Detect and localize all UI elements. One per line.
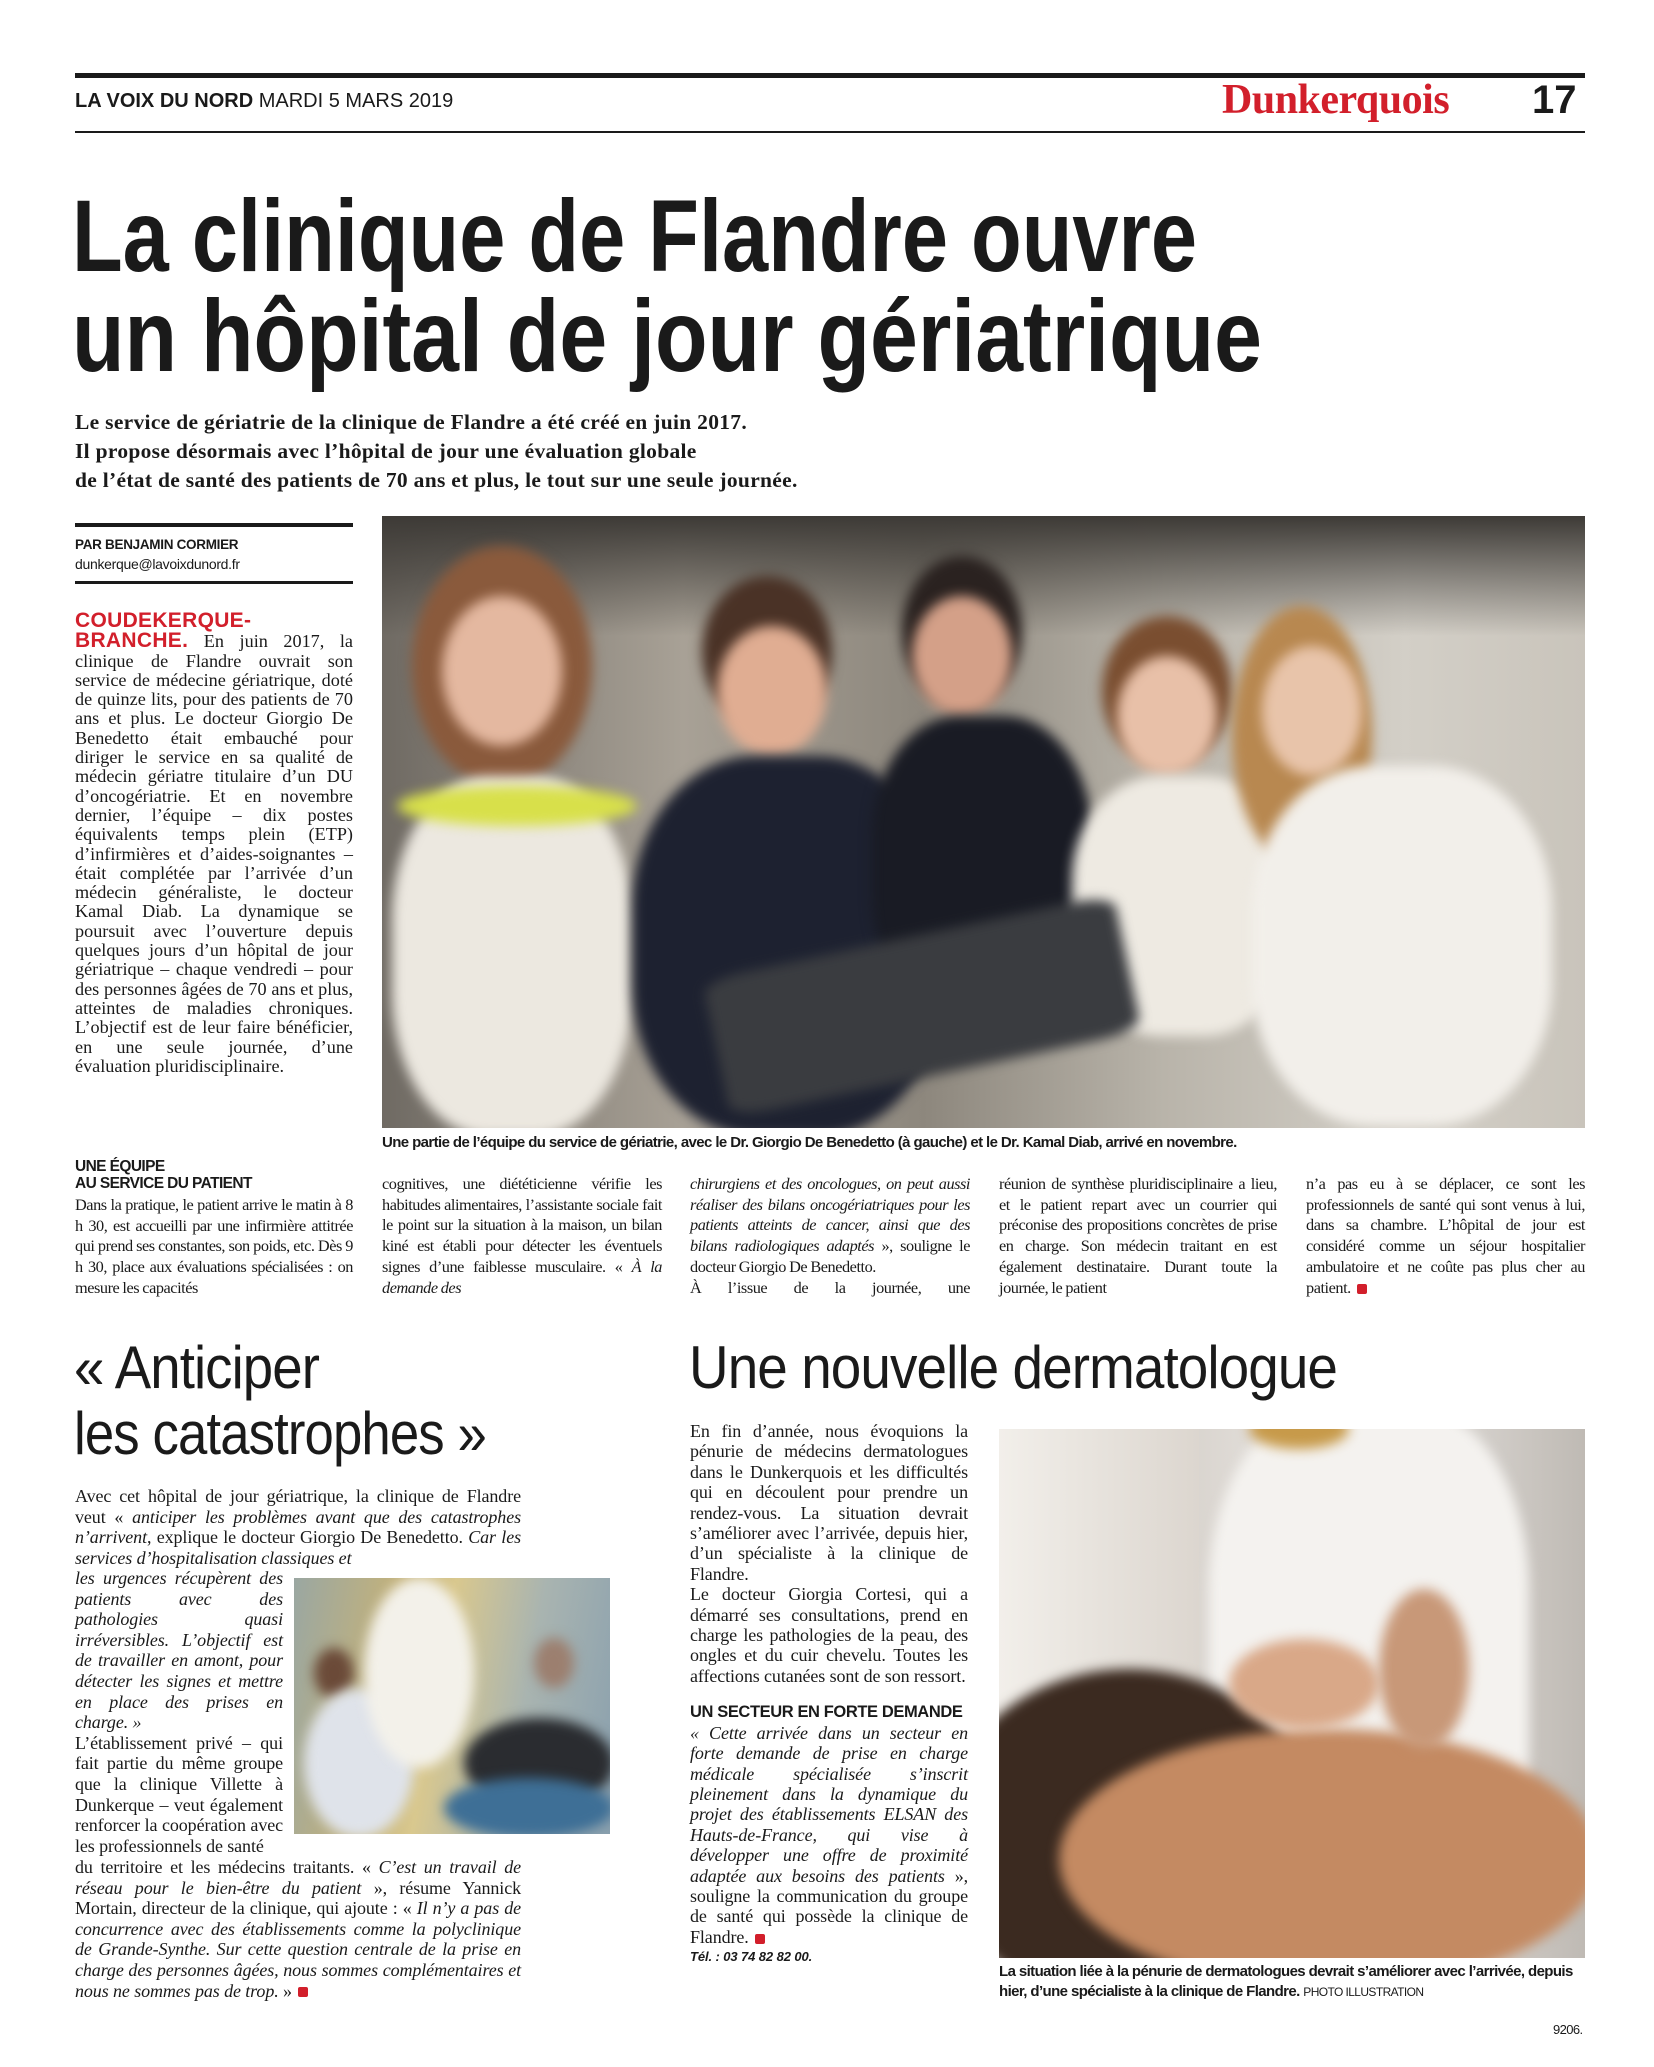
text-run: cognitives, une diététicienne vérifie les habitudes alimentaires, l’assistante sociale fait le point sur la situation à la maison, un bilan kiné est établi pour détecter les éventuels signes d’une faiblesse musculaire. « (382, 1174, 662, 1276)
text-run: », résume Yannick Mortain, directeur de la clinique, qui ajoute : « (75, 1877, 521, 1919)
page-code: 9206. (1553, 2022, 1583, 2037)
standfirst-line: Il propose désormais avec l’hôpital de jour une évaluation globale (75, 439, 697, 463)
end-mark-icon (298, 1987, 308, 1997)
sidebar-headline-line: « Anticiper (74, 1334, 319, 1401)
text-run: , explique le docteur Giorgio De Benedetto. (147, 1527, 463, 1548)
sidebar-headline-line: les catastrophes » (74, 1400, 486, 1467)
team-photo (382, 516, 1585, 1128)
subhead (75, 1158, 252, 1192)
subhead-line: UNE ÉQUIPE (75, 1158, 165, 1175)
sidebar-headline (74, 1335, 543, 1467)
body-column-5 (1306, 1174, 1585, 1298)
intro-text (75, 611, 353, 1076)
body-column-1: Dans la pratique, le patient arrive le matin à 8 h 30, est accueilli par une infirmière attitrée qui prend ses constantes, son poids, etc. Dès 9 h 30, place aux évaluations spécialisées : on mesure les capacités (75, 1195, 353, 1297)
paragraph: Le docteur Giorgia Cortesi, qui a démarré ses consultations, prend en charge les pathologies de la peau, des ongles et du cuir chevelu. Toutes les affections cutanées sont de son ressort. (690, 1584, 968, 1686)
byline: PAR BENJAMIN CORMIER (75, 537, 239, 552)
text-run: du territoire et les médecins traitants. « (75, 1857, 371, 1877)
dermatology-subhead: UN SECTEUR EN FORTE DEMANDE (690, 1703, 963, 1722)
author-email[interactable]: dunkerque@lavoixdunord.fr (75, 556, 240, 572)
dermatology-headline (689, 1335, 1398, 1401)
quote-run: anticiper les problèmes avant que des catastrophes n’arrivent (75, 1506, 522, 1548)
body-column-2 (382, 1174, 662, 1298)
dermatology-text (690, 1421, 968, 1968)
sidebar-left-closing (75, 1857, 521, 2001)
body-column-3 (690, 1174, 970, 1298)
subhead-line: AU SERVICE DU PATIENT (75, 1175, 252, 1192)
quote-run: « Cette arrivée dans un secteur en forte demande de prise en charge médicale spécialisée s’inscrit pleinement dans la dynamique du projet des établissements ELSAN des Hauts-de-France, qui vise à développer une offre de proximité adaptée aux besoins des patients (690, 1722, 968, 1886)
caption-text: La situation liée à la pénurie de dermatologues devrait s’améliorer avec l’arrivée, depuis hier, d’une spécialiste à la clinique de Flandre. (999, 1963, 1573, 2000)
issue-date: MARDI 5 MARS 2019 (258, 90, 454, 112)
headline-line-1: La clinique de Flandre ouvre (72, 179, 1197, 293)
masthead (75, 90, 453, 113)
text-run: » (283, 1980, 292, 2001)
quote-run: Car les services d’hospitalisation classiques et (75, 1527, 521, 1568)
text-run: L’établissement privé – qui fait partie du même groupe que la clinique Villette à Dunkerque – veut également renforcer la coopération avec les professionnels de santé (75, 1732, 283, 1856)
standfirst-line: Le service de gériatrie de la clinique de Flandre a été créé en juin 2017. (75, 410, 748, 434)
text-run: », souligne la communication du groupe de santé qui possède la clinique de Flandre. (690, 1865, 968, 1947)
header-bottom-rule (75, 131, 1585, 133)
end-mark-icon (1357, 1284, 1367, 1294)
end-mark-icon (755, 1934, 765, 1944)
intro-paragraph: En juin 2017, la clinique de Flandre ouvrait son service de médecine gériatrique, doté de quinze lits, pour des patients de 70 ans et plus. Le docteur Giorgio De Benedetto était embauché pour diriger le service en sa qualité de médecin gériatre titulaire d’un DU d’oncogériatrie. Et en novembre dernier, l’équipe – dix postes équivalents temps plein (ETP) d’infirmières et d’aides-soignantes – était complétée par l’arrivée d’un médecin généraliste, le docteur Kamal Diab. La dynamique se poursuit avec l’ouverture depuis quelques jours d’un hôpital de jour gériatrique – chaque vendredi – pour des personnes âgées de 70 ans et plus, atteintes de maladies chroniques. L’objectif est de leur faire bénéficier, en une seule journée, d’une évaluation pluridisciplinaire. (75, 631, 354, 1076)
page-number: 17 (1532, 78, 1577, 122)
sidebar-left-intro (75, 1486, 521, 1568)
patient-care-photo (294, 1578, 610, 1834)
byline-top-rule (75, 523, 353, 527)
text-run: Avec cet hôpital de jour gériatrique, la clinique de Flandre veut « (75, 1486, 521, 1527)
paragraph (690, 1723, 968, 1947)
paragraph: En fin d’année, nous évoquions la pénurie de médecins dermatologues dans le Dunkerquois et les difficultés qui en découlent pour prendre un rendez-vous. La situation devrait s’améliorer avec l’arrivée, depuis hier, d’un spécialiste à la clinique de Flandre. (690, 1421, 968, 1584)
dateline: COUDEKERQUE-BRANCHE. (75, 609, 252, 653)
sidebar-left-wrap-text (75, 1568, 283, 1856)
byline-bottom-rule (75, 581, 353, 584)
dermatology-photo (999, 1429, 1585, 1958)
headline (72, 179, 1483, 393)
text-run: n’a pas eu à se déplacer, ce sont les professionnels de santé qui sont venus à lui, dans sa chambre. L’hôpital de jour est considéré comme un séjour hospitalier ambulatoire et ne coûte pas plus cher au patient. (1306, 1174, 1585, 1297)
text-run: À l’issue de la journée, une (690, 1277, 970, 1297)
photo-credit: PHOTO ILLUSTRATION (1303, 1985, 1424, 1999)
quote-run: À la demande des (382, 1256, 662, 1297)
dermatology-photo-caption (999, 1962, 1599, 2002)
section-name: Dunkerquois (1222, 77, 1450, 123)
quote-run: Il n’y a pas de concurrence avec des établissements comme la polyclinique de Grande-Synthe. Sur cette question centrale de la prise en charge des personnes âgées, nous sommes complémentaires et nous ne sommes pas de trop. (75, 1898, 521, 2001)
quote-run: les urgences récupèrent des patients avec des pathologies quasi irréversibles. L’objectif est de travailler en amont, pour détecter les signes et mettre en place des prises en charge. » (75, 1568, 283, 1733)
phone-number: Tél. : 03 74 82 82 00. (690, 1949, 813, 1965)
dermatology-headline-text: Une nouvelle dermatologue (689, 1334, 1337, 1401)
standfirst-line: de l’état de santé des patients de 70 ans et plus, le tout sur une seule journée. (75, 468, 798, 492)
newspaper-name: LA VOIX DU NORD (75, 90, 254, 112)
standfirst (75, 408, 798, 495)
headline-line-2: un hôpital de jour gériatrique (72, 279, 1262, 393)
text-run: », souligne le docteur Giorgio De Benedetto. (690, 1236, 971, 1276)
quote-run: C’est un travail de réseau pour le bien-être du patient (75, 1857, 521, 1898)
team-photo-caption: Une partie de l’équipe du service de gériatrie, avec le Dr. Giorgio De Benedetto (à gauche) et le Dr. Kamal Diab, arrivé en novembre. (382, 1134, 1237, 1151)
quote-run: chirurgiens et des oncologues, on peut aussi réaliser des bilans oncogériatriques pour les patients atteints de cancer, ainsi que des bilans radiologiques adaptés (690, 1174, 970, 1256)
body-column-4: réunion de synthèse pluridisciplinaire a lieu, et le patient repart avec un courrier qui préconise des propositions concrètes de prise en charge. Son médecin traitant en est également destinataire. Durant toute la journée, le patient (999, 1174, 1277, 1297)
